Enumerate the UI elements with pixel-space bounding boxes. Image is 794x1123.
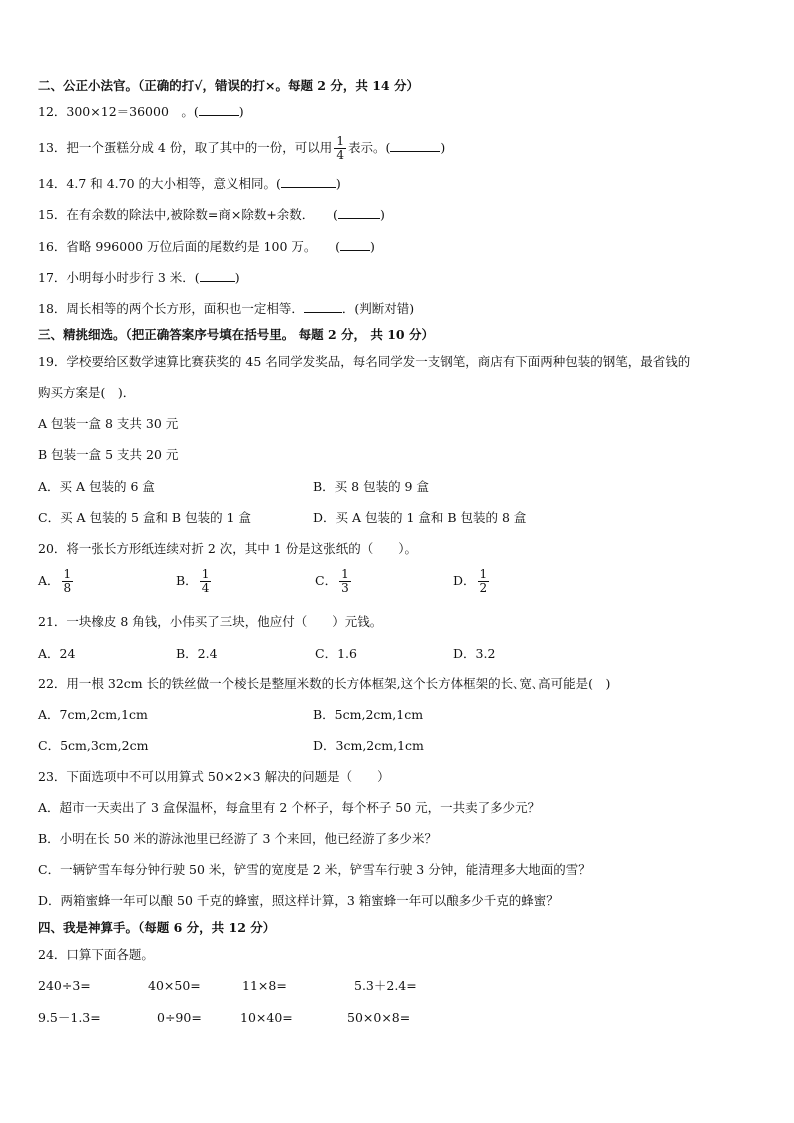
fraction-denominator: 4 (336, 148, 344, 162)
question-13-end: ) (440, 140, 446, 155)
fraction-denominator: 3 (341, 581, 349, 595)
question-20-options (38, 568, 738, 608)
option-a[interactable]: A．7cm,2cm,1cm (38, 707, 148, 722)
answer-blank[interactable] (340, 239, 370, 251)
answer-blank[interactable] (199, 104, 239, 116)
question-19-line2: 购买方案是( )． (38, 385, 136, 400)
question-17 (38, 269, 240, 287)
option-label: B． (176, 573, 198, 588)
question-14-text: 14．4.7 和 4.70 的大小相等，意义相同。( (38, 176, 281, 191)
question-13-text: 13．把一个蛋糕分成 4 份，取了其中的一份，可以用 (38, 140, 333, 155)
calc-item: 10×40= (240, 1010, 293, 1025)
calc-item: 5.3＋2.4= (354, 978, 417, 993)
section-2-heading: 二、公正小法官。（正确的打√，错误的打×。每题 2 分，共 14 分） (38, 78, 419, 93)
option-d[interactable]: D．3cm,2cm,1cm (313, 738, 424, 753)
question-15-end: ) (379, 207, 385, 222)
section-3-heading: 三、精挑细选。（把正确答案序号填在括号里。 每题 2 分， 共 10 分） (38, 327, 434, 342)
question-23: 23．下面选项中不可以用算式 50×2×3 解决的问题是（ ） (38, 769, 390, 784)
question-18-text: 18．周长相等的两个长方形，面积也一定相等． (38, 301, 304, 316)
question-19-line1: 19．学校要给区数学速算比赛获奖的 45 名同学发奖品，每名同学发一支钢笔，商店有下面两种包装的钢笔，最省钱的 (38, 354, 691, 369)
question-18-end: ．(判断对错) (341, 301, 415, 316)
option-d[interactable]: D．两箱蜜蜂一年可以酿 50 千克的蜂蜜，照这样计算，3 箱蜜蜂一年可以酿多少千克的蜂蜜？ (38, 893, 559, 908)
option-c[interactable]: C．买 A 包装的 5 盒和 B 包装的 1 盒 (38, 510, 251, 525)
fraction-denominator: 4 (201, 581, 210, 595)
option-b[interactable]: B．5cm,2cm,1cm (313, 707, 424, 722)
fraction (200, 568, 212, 595)
answer-blank[interactable] (200, 270, 235, 282)
question-16 (38, 238, 375, 256)
fraction-numerator: 1 (201, 567, 210, 581)
calc-item: 40×50= (148, 978, 201, 993)
question-13-post: 表示。( (347, 140, 391, 155)
option-b[interactable]: B．2.4 (176, 646, 218, 661)
fraction (334, 135, 346, 162)
calc-item: 11×8= (242, 978, 287, 993)
option-c[interactable]: C．1.6 (315, 646, 357, 661)
answer-blank[interactable] (390, 140, 440, 152)
option-a[interactable]: A．超市一天卖出了 3 盒保温杯，每盒里有 2 个杯子，每个杯子 50 元，一共卖了多少元？ (38, 800, 541, 815)
fraction-numerator: 1 (341, 567, 349, 581)
package-b-info: B 包装一盒 5 支共 20 元 (38, 447, 179, 462)
question-17-end: ) (234, 270, 240, 285)
fraction-denominator: 2 (479, 581, 488, 595)
question-12-end: ) (238, 104, 244, 119)
option-b[interactable] (176, 568, 213, 595)
question-14 (38, 175, 341, 193)
answer-blank[interactable] (281, 176, 336, 188)
calc-item: 9.5－1.3= (38, 1010, 101, 1025)
option-label: A． (38, 573, 60, 588)
option-d[interactable]: D．买 A 包装的 1 盒和 B 包装的 8 盒 (313, 510, 527, 525)
option-d[interactable]: D．3.2 (453, 646, 496, 661)
option-c[interactable]: C．5cm,3cm,2cm (38, 738, 149, 753)
question-22: 22．用一根 32cm 长的铁丝做一个棱长是整厘米数的长方体框架,这个长方体框架的长､宽､高可能是( ) (38, 676, 611, 691)
question-15-text: 15．在有余数的除法中,被除数=商×除数+余数． ( (38, 207, 338, 222)
question-16-text: 16．省略 996000 万位后面的尾数约是 100 万。 ( (38, 239, 341, 254)
calc-item: 240÷3= (38, 978, 91, 993)
option-c[interactable]: C．一辆铲雪车每分钟行驶 50 米，铲雪的宽度是 2 米，铲雪车行驶 3 分钟，能清理多大地面的雪？ (38, 862, 591, 877)
question-12 (38, 103, 244, 121)
fraction (339, 568, 351, 595)
fraction (478, 568, 490, 595)
fraction-numerator: 1 (479, 567, 488, 581)
question-15 (38, 206, 385, 224)
answer-blank[interactable] (338, 207, 380, 219)
option-a[interactable] (38, 568, 75, 595)
question-17-text: 17．小明每小时步行 3 米．( (38, 270, 200, 285)
answer-blank[interactable] (304, 301, 342, 313)
option-c[interactable] (315, 568, 353, 595)
fraction-numerator: 1 (63, 567, 72, 581)
question-13 (38, 135, 445, 162)
question-18 (38, 300, 414, 318)
fraction-denominator: 8 (63, 581, 72, 595)
question-24: 24．口算下面各题。 (38, 947, 154, 962)
section-4-heading: 四、我是神算手。（每题 6 分，共 12 分） (38, 920, 276, 935)
option-d[interactable] (453, 568, 491, 595)
question-12-text: 12．300×12＝36000 。( (38, 104, 199, 119)
question-16-end: ) (370, 239, 375, 254)
package-a-info: A 包装一盒 8 支共 30 元 (38, 416, 179, 431)
calc-item: 50×0×8= (347, 1010, 411, 1025)
fraction (62, 568, 74, 595)
option-a[interactable]: A．24 (38, 646, 76, 661)
fraction-numerator: 1 (336, 134, 344, 148)
option-label: D． (453, 573, 476, 588)
option-label: C． (315, 573, 338, 588)
option-b[interactable]: B．小明在长 50 米的游泳池里已经游了 3 个来回，他已经游了多少米？ (38, 831, 437, 846)
option-a[interactable]: A．买 A 包装的 6 盒 (38, 479, 155, 494)
option-b[interactable]: B．买 8 包装的 9 盒 (313, 479, 429, 494)
question-14-end: ) (335, 176, 341, 191)
question-20: 20．将一张长方形纸连续对折 2 次，其中 1 份是这张纸的（ ）。 (38, 541, 417, 556)
calc-item: 0÷90= (157, 1010, 202, 1025)
question-21: 21．一块橡皮 8 角钱，小伟买了三块，他应付（ ）元钱。 (38, 614, 383, 629)
